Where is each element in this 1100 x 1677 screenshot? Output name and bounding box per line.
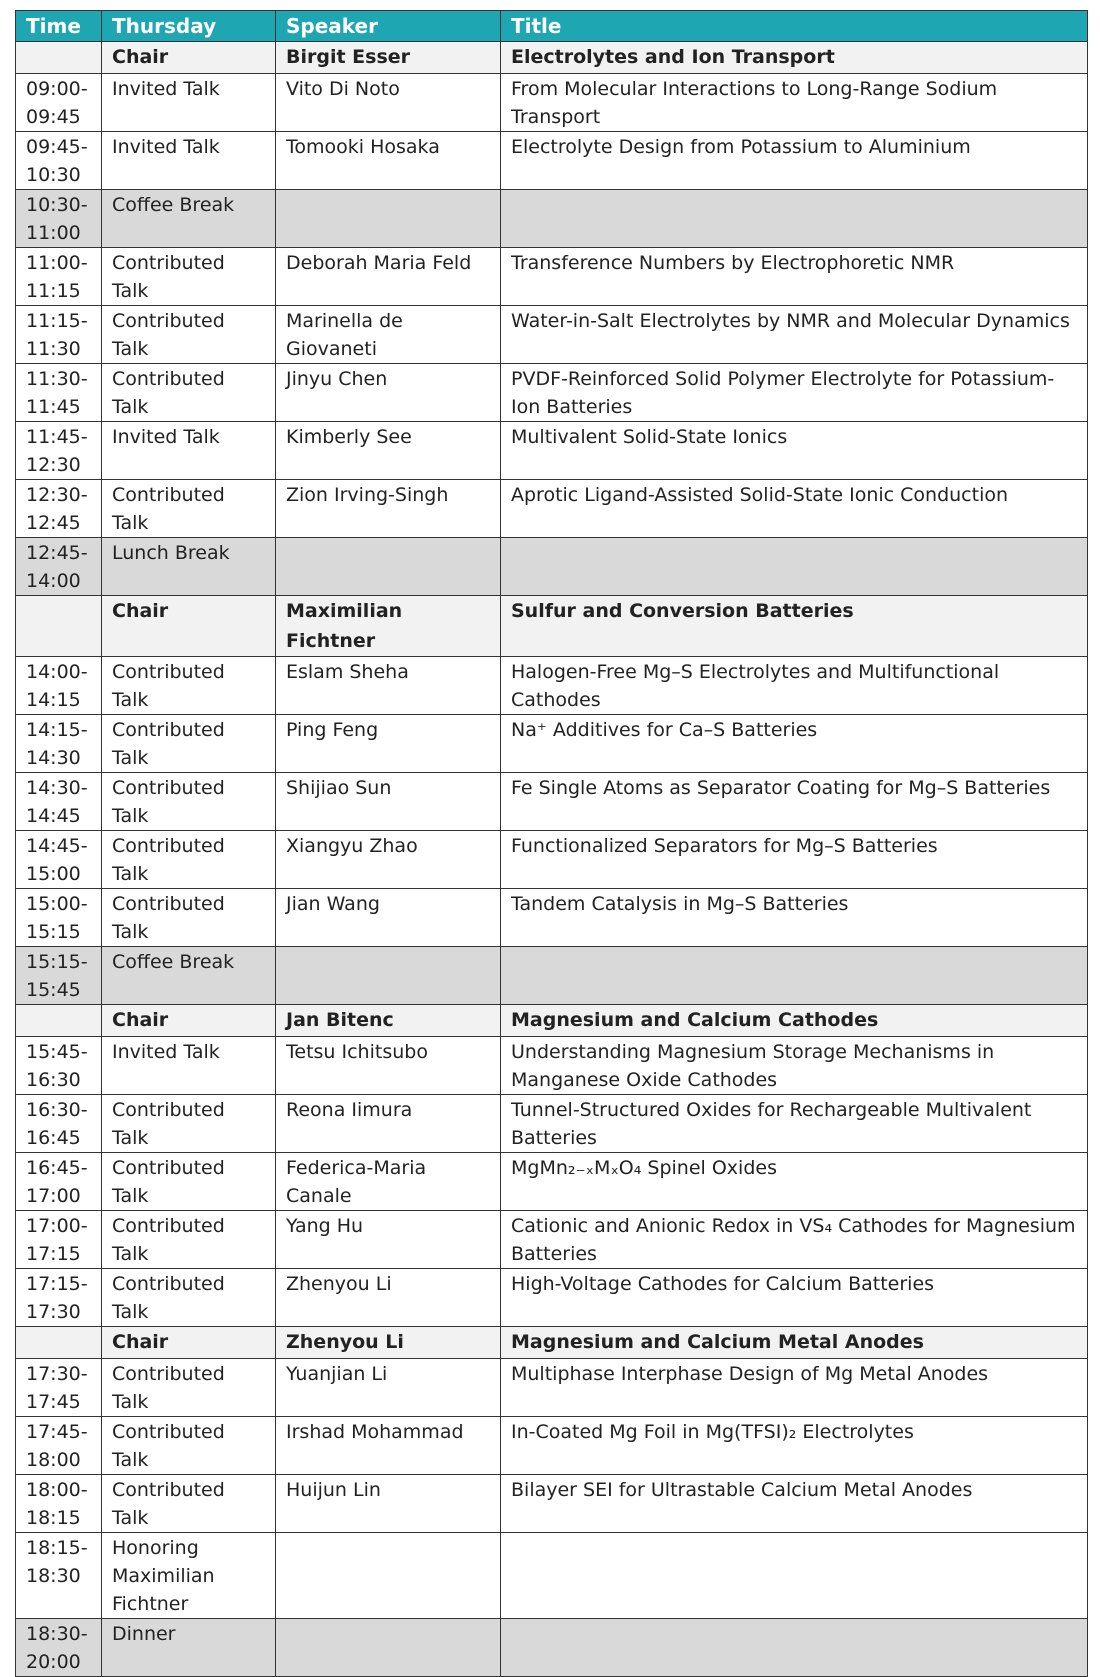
speaker-cell: Ping Feng [276,715,501,773]
time-cell: 14:00- 14:15 [16,657,102,715]
table-row [16,1153,1088,1211]
time-cell: 09:00- 09:45 [16,74,102,132]
title-cell: Tunnel-Structured Oxides for Rechargeable Multivalent Batteries [501,1095,1088,1153]
type-cell: Contributed Talk [102,1417,276,1475]
speaker-cell: Jinyu Chen [276,364,501,422]
type-cell: Chair [102,1005,276,1037]
speaker-cell: Zhenyou Li [276,1327,501,1359]
speaker-cell: Eslam Sheha [276,657,501,715]
speaker-cell [276,538,501,596]
table-row [16,1359,1088,1417]
table-row [16,1475,1088,1533]
time-cell: 17:45- 18:00 [16,1417,102,1475]
type-cell: Invited Talk [102,74,276,132]
session-chair-row [16,596,1088,657]
speaker-cell: Kimberly See [276,422,501,480]
session-chair-row [16,42,1088,74]
type-cell: Lunch Break [102,538,276,596]
title-cell: From Molecular Interactions to Long-Range Sodium Transport [501,74,1088,132]
schedule-document [15,10,1087,1677]
table-row [16,657,1088,715]
title-cell: Na⁺ Additives for Ca–S Batteries [501,715,1088,773]
title-cell [501,1533,1088,1619]
type-cell: Chair [102,596,276,657]
time-cell: 11:45- 12:30 [16,422,102,480]
time-cell: 14:45- 15:00 [16,831,102,889]
type-cell: Contributed Talk [102,1359,276,1417]
title-cell: Fe Single Atoms as Separator Coating for Mg–S Batteries [501,773,1088,831]
time-cell [16,42,102,74]
type-cell: Contributed Talk [102,364,276,422]
table-row [16,773,1088,831]
speaker-cell: Marinella de Giovaneti [276,306,501,364]
table-row [16,1037,1088,1095]
table-row [16,715,1088,773]
time-cell: 11:30- 11:45 [16,364,102,422]
time-cell: 11:15- 11:30 [16,306,102,364]
break-row [16,947,1088,1005]
speaker-cell: Maximilian Fichtner [276,596,501,657]
title-cell: Magnesium and Calcium Cathodes [501,1005,1088,1037]
table-row [16,889,1088,947]
title-cell: Water-in-Salt Electrolytes by NMR and Molecular Dynamics [501,306,1088,364]
type-cell: Chair [102,1327,276,1359]
time-cell: 17:30- 17:45 [16,1359,102,1417]
speaker-cell: Yuanjian Li [276,1359,501,1417]
title-cell: Aprotic Ligand-Assisted Solid-State Ionic Conduction [501,480,1088,538]
speaker-cell: Yang Hu [276,1211,501,1269]
type-cell: Invited Talk [102,1037,276,1095]
time-cell: 16:45- 17:00 [16,1153,102,1211]
time-cell: 18:30- 20:00 [16,1619,102,1677]
time-cell: 17:00- 17:15 [16,1211,102,1269]
time-cell: 12:45- 14:00 [16,538,102,596]
type-cell: Contributed Talk [102,1269,276,1327]
speaker-cell [276,1619,501,1677]
table-row [16,1533,1088,1619]
header-title: Title [501,11,1088,42]
time-cell: 10:30- 11:00 [16,190,102,248]
time-cell: 15:15- 15:45 [16,947,102,1005]
table-row [16,1269,1088,1327]
title-cell: PVDF-Reinforced Solid Polymer Electrolyte for Potassium-Ion Batteries [501,364,1088,422]
header-time: Time [16,11,102,42]
type-cell: Coffee Break [102,947,276,1005]
title-cell: Halogen-Free Mg–S Electrolytes and Multifunctional Cathodes [501,657,1088,715]
title-cell: Transference Numbers by Electrophoretic NMR [501,248,1088,306]
header-row [16,11,1088,42]
type-cell: Contributed Talk [102,1475,276,1533]
table-row [16,1211,1088,1269]
title-cell [501,1619,1088,1677]
header-speaker: Speaker [276,11,501,42]
type-cell: Contributed Talk [102,306,276,364]
speaker-cell: Tomooki Hosaka [276,132,501,190]
header-day: Thursday [102,11,276,42]
speaker-cell: Jian Wang [276,889,501,947]
time-cell: 18:15- 18:30 [16,1533,102,1619]
title-cell [501,947,1088,1005]
type-cell: Coffee Break [102,190,276,248]
title-cell: Electrolyte Design from Potassium to Aluminium [501,132,1088,190]
title-cell: Multiphase Interphase Design of Mg Metal Anodes [501,1359,1088,1417]
title-cell: Tandem Catalysis in Mg–S Batteries [501,889,1088,947]
speaker-cell: Birgit Esser [276,42,501,74]
title-cell: In-Coated Mg Foil in Mg(TFSI)₂ Electrolytes [501,1417,1088,1475]
title-cell [501,538,1088,596]
type-cell: Contributed Talk [102,715,276,773]
time-cell [16,1327,102,1359]
table-row [16,132,1088,190]
speaker-cell [276,190,501,248]
type-cell: Contributed Talk [102,1211,276,1269]
speaker-cell: Tetsu Ichitsubo [276,1037,501,1095]
type-cell: Contributed Talk [102,831,276,889]
table-row [16,248,1088,306]
type-cell: Chair [102,42,276,74]
title-cell: Bilayer SEI for Ultrastable Calcium Metal Anodes [501,1475,1088,1533]
type-cell: Dinner [102,1619,276,1677]
speaker-cell: Vito Di Noto [276,74,501,132]
time-cell: 11:00- 11:15 [16,248,102,306]
type-cell: Invited Talk [102,132,276,190]
title-cell [501,190,1088,248]
type-cell: Contributed Talk [102,248,276,306]
speaker-cell: Xiangyu Zhao [276,831,501,889]
table-row [16,1417,1088,1475]
table-row [16,74,1088,132]
table-row [16,1095,1088,1153]
table-row [16,306,1088,364]
title-cell: Cationic and Anionic Redox in VS₄ Cathodes for Magnesium Batteries [501,1211,1088,1269]
break-row [16,1619,1088,1677]
schedule-table [15,10,1088,1677]
title-cell: Multivalent Solid-State Ionics [501,422,1088,480]
speaker-cell: Federica-Maria Canale [276,1153,501,1211]
speaker-cell: Deborah Maria Feld [276,248,501,306]
title-cell: MgMn₂₋ₓMₓO₄ Spinel Oxides [501,1153,1088,1211]
speaker-cell: Jan Bitenc [276,1005,501,1037]
time-cell: 16:30- 16:45 [16,1095,102,1153]
time-cell: 14:15- 14:30 [16,715,102,773]
time-cell: 14:30- 14:45 [16,773,102,831]
table-row [16,831,1088,889]
title-cell: High-Voltage Cathodes for Calcium Batteries [501,1269,1088,1327]
break-row [16,190,1088,248]
title-cell: Sulfur and Conversion Batteries [501,596,1088,657]
speaker-cell: Reona Iimura [276,1095,501,1153]
title-cell: Functionalized Separators for Mg–S Batteries [501,831,1088,889]
title-cell: Magnesium and Calcium Metal Anodes [501,1327,1088,1359]
speaker-cell [276,947,501,1005]
type-cell: Contributed Talk [102,1095,276,1153]
speaker-cell: Huijun Lin [276,1475,501,1533]
time-cell: 17:15- 17:30 [16,1269,102,1327]
type-cell: Invited Talk [102,422,276,480]
type-cell: Contributed Talk [102,657,276,715]
speaker-cell: Zhenyou Li [276,1269,501,1327]
schedule-body [16,42,1088,1677]
type-cell: Contributed Talk [102,1153,276,1211]
type-cell: Honoring Maximilian Fichtner [102,1533,276,1619]
title-cell: Electrolytes and Ion Transport [501,42,1088,74]
break-row [16,538,1088,596]
time-cell [16,1005,102,1037]
time-cell: 18:00- 18:15 [16,1475,102,1533]
time-cell: 15:45- 16:30 [16,1037,102,1095]
time-cell: 12:30- 12:45 [16,480,102,538]
type-cell: Contributed Talk [102,773,276,831]
table-row [16,422,1088,480]
table-row [16,364,1088,422]
speaker-cell: Shijiao Sun [276,773,501,831]
speaker-cell: Irshad Mohammad [276,1417,501,1475]
time-cell [16,596,102,657]
title-cell: Understanding Magnesium Storage Mechanisms in Manganese Oxide Cathodes [501,1037,1088,1095]
session-chair-row [16,1327,1088,1359]
table-row [16,480,1088,538]
type-cell: Contributed Talk [102,889,276,947]
speaker-cell [276,1533,501,1619]
time-cell: 15:00- 15:15 [16,889,102,947]
speaker-cell: Zion Irving-Singh [276,480,501,538]
time-cell: 09:45- 10:30 [16,132,102,190]
type-cell: Contributed Talk [102,480,276,538]
session-chair-row [16,1005,1088,1037]
